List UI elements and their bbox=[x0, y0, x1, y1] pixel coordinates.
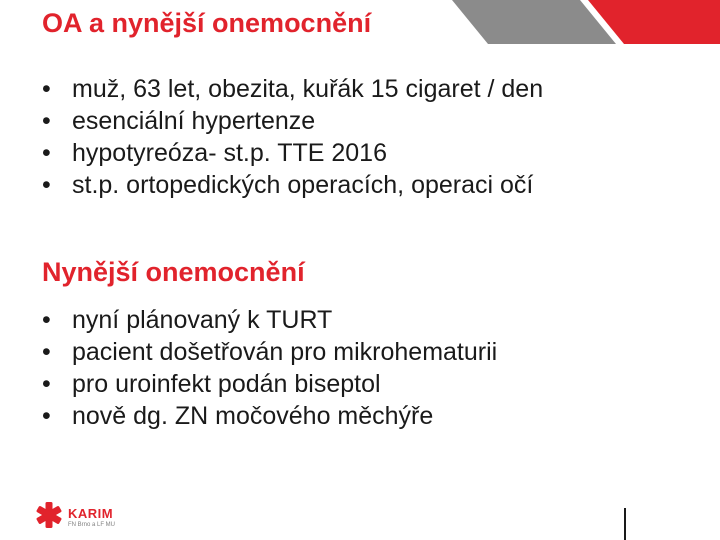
star-of-life-icon bbox=[34, 500, 64, 530]
footer-divider bbox=[624, 508, 626, 540]
current-illness-item: • nyní plánovaný k TURT bbox=[42, 305, 497, 336]
history-list bbox=[42, 74, 543, 202]
current-illness-list bbox=[42, 305, 497, 433]
current-illness-heading: Nynější onemocnění bbox=[42, 257, 305, 287]
history-item: • esenciální hypertenze bbox=[42, 106, 543, 137]
history-item: • hypotyreóza- st.p. TTE 2016 bbox=[42, 138, 543, 169]
current-illness-item: • pacient došetřován pro mikrohematurii bbox=[42, 337, 497, 368]
logo-subtitle: FN Brno a LF MU bbox=[68, 522, 116, 528]
logo-wordmark: KARIM bbox=[68, 506, 114, 521]
current-illness-item: • nově dg. ZN močového měchýře bbox=[42, 401, 497, 432]
history-item: • st.p. ortopedických operacích, operaci očí bbox=[42, 170, 543, 201]
karim-logo bbox=[34, 500, 144, 536]
gray-corner-band bbox=[452, 0, 616, 44]
slide-title: OA a nynější onemocnění bbox=[42, 8, 372, 38]
history-item: • muž, 63 let, obezita, kuřák 15 cigaret / den bbox=[42, 74, 543, 105]
current-illness-item: • pro uroinfekt podán biseptol bbox=[42, 369, 497, 400]
